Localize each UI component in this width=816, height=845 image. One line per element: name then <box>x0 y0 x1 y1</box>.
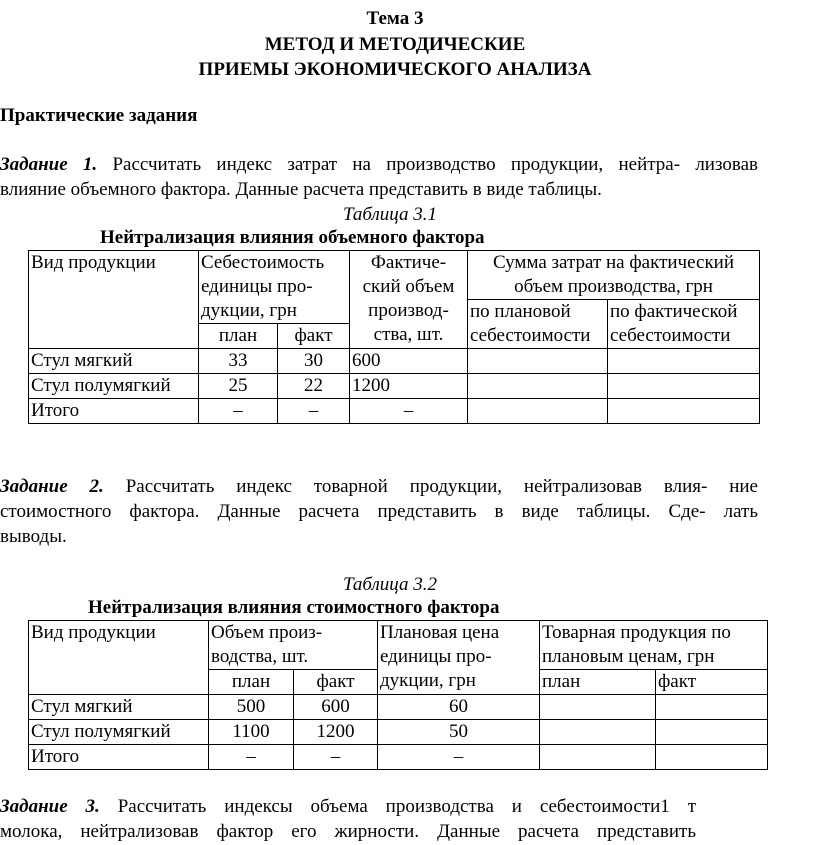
task2-line2: стоимостного фактора. Данные расчета представить в виде таблицы. Сде- лать <box>0 501 758 522</box>
t2-row2-name: Стул полумягкий <box>29 720 209 745</box>
t2-row2-goods-fact <box>656 720 768 745</box>
t2-row2-price: 50 <box>378 720 540 745</box>
task1-label: Задание 1. <box>0 154 98 175</box>
t2-row2-plan: 1100 <box>209 720 294 745</box>
section-title: Практические задания <box>0 105 198 126</box>
t1-header-fact: факт <box>278 324 350 349</box>
t1-row3-fact: – <box>278 399 350 424</box>
t2-row1-goods-plan <box>540 695 656 720</box>
t1-header-sum-plan: по плановой себестоимости <box>468 300 608 349</box>
t1-row1-sum-plan <box>468 349 608 374</box>
task3-line2: молока, нейтрализовав фактор его жирности. Данные расчета представить <box>0 821 696 842</box>
t1-header-product: Вид продукции <box>29 251 199 349</box>
t2-row3-name: Итого <box>29 745 209 770</box>
table-row <box>29 695 768 720</box>
t1-row2-plan: 25 <box>199 374 278 399</box>
t1-row1-fact: 30 <box>278 349 350 374</box>
t1-row3-plan: – <box>199 399 278 424</box>
table-3-2 <box>28 620 768 770</box>
t2-row2-goods-plan <box>540 720 656 745</box>
t1-header-unit-cost: Себестоимость единицы про- дукции, грн <box>199 251 350 324</box>
t2-header-goods: Товарная продукция по плановым ценам, грн <box>540 621 768 670</box>
table-row <box>29 349 760 374</box>
table2-caption: Таблица 3.2 <box>343 574 437 595</box>
t1-header-cost-sum: Сумма затрат на фактический объем производства, грн <box>468 251 760 300</box>
t1-row2-sum-plan <box>468 374 608 399</box>
t1-row1-plan: 33 <box>199 349 278 374</box>
t2-row1-price: 60 <box>378 695 540 720</box>
t2-header-product: Вид продукции <box>29 621 209 695</box>
t2-row3-goods-plan <box>540 745 656 770</box>
table1-caption: Таблица 3.1 <box>343 204 437 225</box>
t2-row1-plan: 500 <box>209 695 294 720</box>
t1-row2-name: Стул полумягкий <box>29 374 199 399</box>
table-row <box>29 745 768 770</box>
task1-line1 <box>0 152 758 178</box>
t1-header-actual-volume: Фактиче- ский объем производ- ства, шт. <box>350 251 468 349</box>
t2-row2-fact: 1200 <box>294 720 378 745</box>
t1-row3-sum-plan <box>468 399 608 424</box>
t2-row3-fact: – <box>294 745 378 770</box>
task3-text1: Рассчитать индексы объема производства и себестоимости1 т <box>117 796 696 817</box>
t2-header-price: Плановая цена единицы про- дукции, грн <box>378 621 540 695</box>
t1-row2-sum-fact <box>608 374 760 399</box>
t1-row1-sum-fact <box>608 349 760 374</box>
task2-line3: выводы. <box>0 526 67 547</box>
t2-row1-fact: 600 <box>294 695 378 720</box>
t1-header-plan: план <box>199 324 278 349</box>
table-row <box>29 374 760 399</box>
t1-row2-fact: 22 <box>278 374 350 399</box>
t1-row1-name: Стул мягкий <box>29 349 199 374</box>
table-row <box>29 720 768 745</box>
t2-header-fact: факт <box>294 670 378 695</box>
t2-row1-name: Стул мягкий <box>29 695 209 720</box>
table-row <box>29 399 760 424</box>
t1-header-sum-fact: по фактической себестоимости <box>608 300 760 349</box>
title-line-2: ПРИЕМЫ ЭКОНОМИЧЕСКОГО АНАЛИЗА <box>198 59 592 80</box>
t2-header-goods-plan: план <box>540 670 656 695</box>
t2-header-goods-fact: факт <box>656 670 768 695</box>
title-line-1: МЕТОД И МЕТОДИЧЕСКИЕ <box>264 34 526 55</box>
task1-text1: Рассчитать индекс затрат на производство продукции, нейтра- лизовав <box>112 154 758 175</box>
t1-row3-sum-fact <box>608 399 760 424</box>
task3-line1 <box>0 794 696 820</box>
table1-title: Нейтрализация влияния объемного фактора <box>100 227 485 248</box>
t1-row3-volume: – <box>350 399 468 424</box>
t1-row1-volume: 600 <box>350 349 468 374</box>
t2-row3-price: – <box>378 745 540 770</box>
t1-row3-name: Итого <box>29 399 199 424</box>
table-3-1 <box>28 250 760 424</box>
table2-title: Нейтрализация влияния стоимостного фактора <box>88 597 500 618</box>
t2-row1-goods-fact <box>656 695 768 720</box>
task2-line1 <box>0 474 758 500</box>
task2-text1: Рассчитать индекс товарной продукции, нейтрализовав влия- ние <box>125 476 758 497</box>
t1-row2-volume: 1200 <box>350 374 468 399</box>
topic-heading: Тема 3 <box>366 8 424 29</box>
t2-header-plan: план <box>209 670 294 695</box>
t2-header-volume: Объем произ- водства, шт. <box>209 621 378 670</box>
task1-line2: влияние объемного фактора. Данные расчета представить в виде таблицы. <box>0 179 602 200</box>
task2-label: Задание 2. <box>0 476 104 497</box>
task3-label: Задание 3. <box>0 796 100 817</box>
t2-row3-goods-fact <box>656 745 768 770</box>
t2-row3-plan: – <box>209 745 294 770</box>
